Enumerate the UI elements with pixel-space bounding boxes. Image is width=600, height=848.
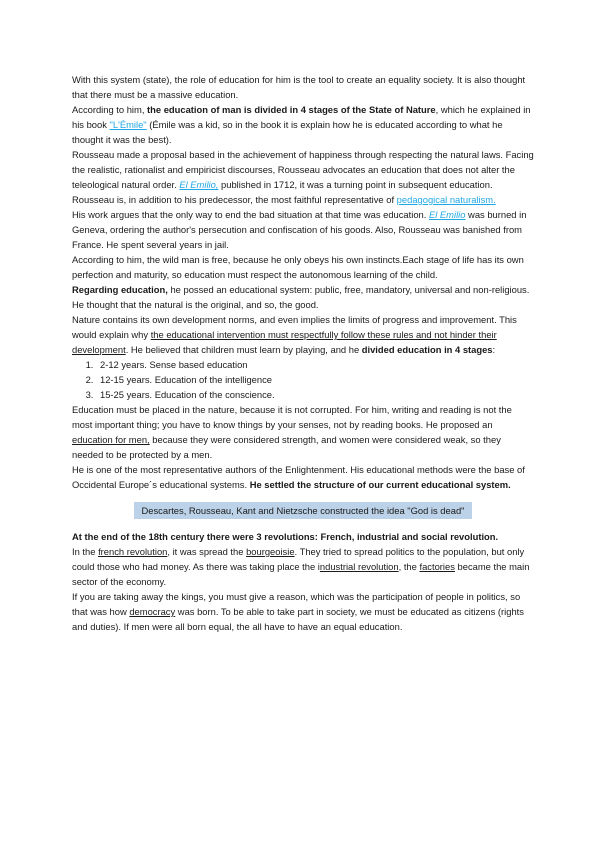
paragraph-education-role: With this system (state), the role of education for him is the tool to create an equality society. It is also thought that there must be a massive education. bbox=[72, 74, 526, 100]
link-pedagogical-naturalism[interactable]: pedagogical naturalism. bbox=[396, 194, 496, 205]
paragraph-democracy: If you are taking away the kings, you must give a reason, which was the participation of people in politics, so that was how democracy was born. To be able to take part in society, we must be educated as citizens (rights and duties). If men were all born equal, the all have to have an equal education. bbox=[72, 591, 524, 632]
highlight-row bbox=[72, 502, 534, 519]
link-emile[interactable]: "L'Émile" bbox=[109, 119, 147, 130]
paragraph-french-revolution: In the french revolution, it was spread the bourgeoisie. They tried to spread politics to the population, but only could those who had money. As there was taking place the industrial revolution, the factories became the main sector of the economy. bbox=[72, 546, 530, 587]
paragraph-nature-norms: Nature contains its own development norms, and even implies the limits of progress and improvement. This would explain why the educational intervention must respectfully follow these rules and not hinder their development. He believed that children must learn by playing, and he divided education in 4 stages: bbox=[72, 314, 517, 355]
paragraph-enlightenment: He is one of the most representative authors of the Enlightenment. His educational methods were the base of Occidental Europe´s educational systems. He settled the structure of our current educational system. bbox=[72, 464, 525, 490]
paragraph-nature-placement: Education must be placed in the nature, because it is not corrupted. For him, writing and reading is not the most important thing; you have to know things by your senses, not by reading books. He proposed an education for men, because they were considered strength, and women were considered weak, so they needed to be protected by a men. bbox=[72, 404, 512, 460]
document-page bbox=[72, 72, 534, 634]
heading-revolutions: At the end of the 18th century there were 3 revolutions: French, industrial and social revolution. bbox=[72, 531, 499, 542]
bold-four-stages: the education of man is divided in 4 stages of the State of Nature bbox=[147, 104, 436, 115]
link-el-emilio-2[interactable]: El Emilio bbox=[428, 209, 466, 220]
list-item: 3. 15-25 years. Education of the conscience. bbox=[96, 387, 534, 402]
paragraph-four-stages: According to him, the education of man is divided in 4 stages of the State of Nature, which he explained in his book "L'Émile" (Émile was a kid, so in the book it is explain how he is educated according to what he thought it was the best). bbox=[72, 104, 531, 145]
stages-list bbox=[72, 357, 534, 402]
paragraph-regarding-education: Regarding education, he possed an educational system: public, free, mandatory, universal and non-religious. He thought that the natural is the original, and so, the good. bbox=[72, 284, 530, 310]
paragraph-bad-situation: His work argues that the only way to end the bad situation at that time was education. El Emilio was burned in Geneva, ordering the author's persecution and confiscation of his goods. Also, Rousseau was banished from France. He spent several years in jail. bbox=[72, 209, 527, 250]
highlighted-quote: Descartes, Rousseau, Kant and Nietzsche constructed the idea "God is dead" bbox=[134, 502, 473, 519]
list-item: 2. 12-15 years. Education of the intelligence bbox=[96, 372, 534, 387]
link-el-emilio[interactable]: El Emilio, bbox=[179, 179, 219, 190]
paragraph-happiness: Rousseau made a proposal based in the achievement of happiness through respecting the natural laws. Facing the realistic, rationalist and empiricist discourses, Rousseau advocates an education that does not alter the teleological natural order. El Emilio, published in 1712, it was a turning point in subsequent education. Rousseau is, in addition to his predecessor, the most faithful representative of pedagogical naturalism. bbox=[72, 149, 534, 205]
paragraph-wild-man: According to him, the wild man is free, because he only obeys his own instincts.Each stage of life has its own perfection and maturity, so education must respect the autonomous learning of the child. bbox=[72, 254, 524, 280]
list-item: 1. 2-12 years. Sense based education bbox=[96, 357, 534, 372]
